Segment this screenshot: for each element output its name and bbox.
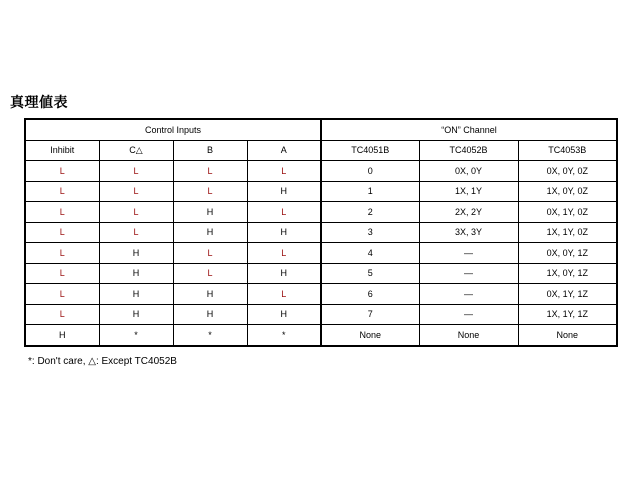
table-cell: H xyxy=(247,304,321,325)
column-header: B xyxy=(173,140,247,161)
truth-table xyxy=(24,118,618,347)
table-row xyxy=(25,284,617,305)
table-row xyxy=(25,243,617,264)
table-cell: * xyxy=(99,325,173,346)
table-cell: L xyxy=(99,181,173,202)
table-cell: H xyxy=(173,284,247,305)
table-body xyxy=(25,161,617,346)
table-cell: H xyxy=(173,304,247,325)
table-cell: L xyxy=(173,263,247,284)
table-cell: L xyxy=(25,284,99,305)
table-cell: L xyxy=(99,202,173,223)
table-cell: 0X, 1Y, 0Z xyxy=(518,202,617,223)
table-cell: 0 xyxy=(321,161,419,182)
table-cell: L xyxy=(173,161,247,182)
table-cell: — xyxy=(419,263,518,284)
group-header-row xyxy=(25,119,617,140)
table-cell: H xyxy=(173,202,247,223)
table-cell: 0X, 0Y, 1Z xyxy=(518,243,617,264)
table-cell: 3X, 3Y xyxy=(419,222,518,243)
group-header-control-inputs: Control Inputs xyxy=(25,119,321,140)
group-header-on-channel: “ON” Channel xyxy=(321,119,617,140)
table-row xyxy=(25,325,617,346)
table-cell: 2 xyxy=(321,202,419,223)
table-cell: * xyxy=(247,325,321,346)
table-cell: H xyxy=(247,222,321,243)
table-cell: H xyxy=(99,284,173,305)
table-row xyxy=(25,181,617,202)
table-cell: L xyxy=(173,243,247,264)
table-cell: 1X, 1Y xyxy=(419,181,518,202)
column-header: TC4053B xyxy=(518,140,617,161)
footnote: *: Don't care, △: Except TC4052B xyxy=(28,356,177,367)
table-cell: 2X, 2Y xyxy=(419,202,518,223)
column-header-row xyxy=(25,140,617,161)
table-cell: 4 xyxy=(321,243,419,264)
table-cell: None xyxy=(321,325,419,346)
table-cell: * xyxy=(173,325,247,346)
table-cell: — xyxy=(419,243,518,264)
table-cell: 1 xyxy=(321,181,419,202)
table-cell: L xyxy=(25,181,99,202)
column-header: TC4051B xyxy=(321,140,419,161)
table-cell: 1X, 0Y, 0Z xyxy=(518,181,617,202)
column-header: Inhibit xyxy=(25,140,99,161)
table-cell: 7 xyxy=(321,304,419,325)
table-cell: 5 xyxy=(321,263,419,284)
table-row xyxy=(25,161,617,182)
table-row xyxy=(25,304,617,325)
table-cell: H xyxy=(173,222,247,243)
table-cell: L xyxy=(25,304,99,325)
table-cell: 6 xyxy=(321,284,419,305)
table-cell: — xyxy=(419,304,518,325)
table-row xyxy=(25,202,617,223)
column-header: A xyxy=(247,140,321,161)
table-cell: L xyxy=(25,263,99,284)
table-cell: H xyxy=(99,263,173,284)
table-cell: L xyxy=(99,161,173,182)
table-row xyxy=(25,263,617,284)
table-cell: 0X, 0Y xyxy=(419,161,518,182)
table-cell: H xyxy=(99,304,173,325)
table-cell: — xyxy=(419,284,518,305)
table-cell: H xyxy=(25,325,99,346)
table-cell: 1X, 1Y, 1Z xyxy=(518,304,617,325)
column-header: C△ xyxy=(99,140,173,161)
table-cell: L xyxy=(247,202,321,223)
table-cell: 3 xyxy=(321,222,419,243)
column-header: TC4052B xyxy=(419,140,518,161)
table-row xyxy=(25,222,617,243)
table-cell: 0X, 0Y, 0Z xyxy=(518,161,617,182)
table-cell: L xyxy=(247,284,321,305)
page-title: 真理値表 xyxy=(10,95,68,111)
table-cell: 0X, 1Y, 1Z xyxy=(518,284,617,305)
table-cell: L xyxy=(25,202,99,223)
table-cell: L xyxy=(247,243,321,264)
table-cell: H xyxy=(247,181,321,202)
table-cell: L xyxy=(25,243,99,264)
table-cell: None xyxy=(419,325,518,346)
table-cell: L xyxy=(99,222,173,243)
table-cell: H xyxy=(247,263,321,284)
table-cell: L xyxy=(247,161,321,182)
table-cell: None xyxy=(518,325,617,346)
table-cell: L xyxy=(173,181,247,202)
table-cell: L xyxy=(25,222,99,243)
table-cell: L xyxy=(25,161,99,182)
table-cell: H xyxy=(99,243,173,264)
table-cell: 1X, 1Y, 0Z xyxy=(518,222,617,243)
table-cell: 1X, 0Y, 1Z xyxy=(518,263,617,284)
